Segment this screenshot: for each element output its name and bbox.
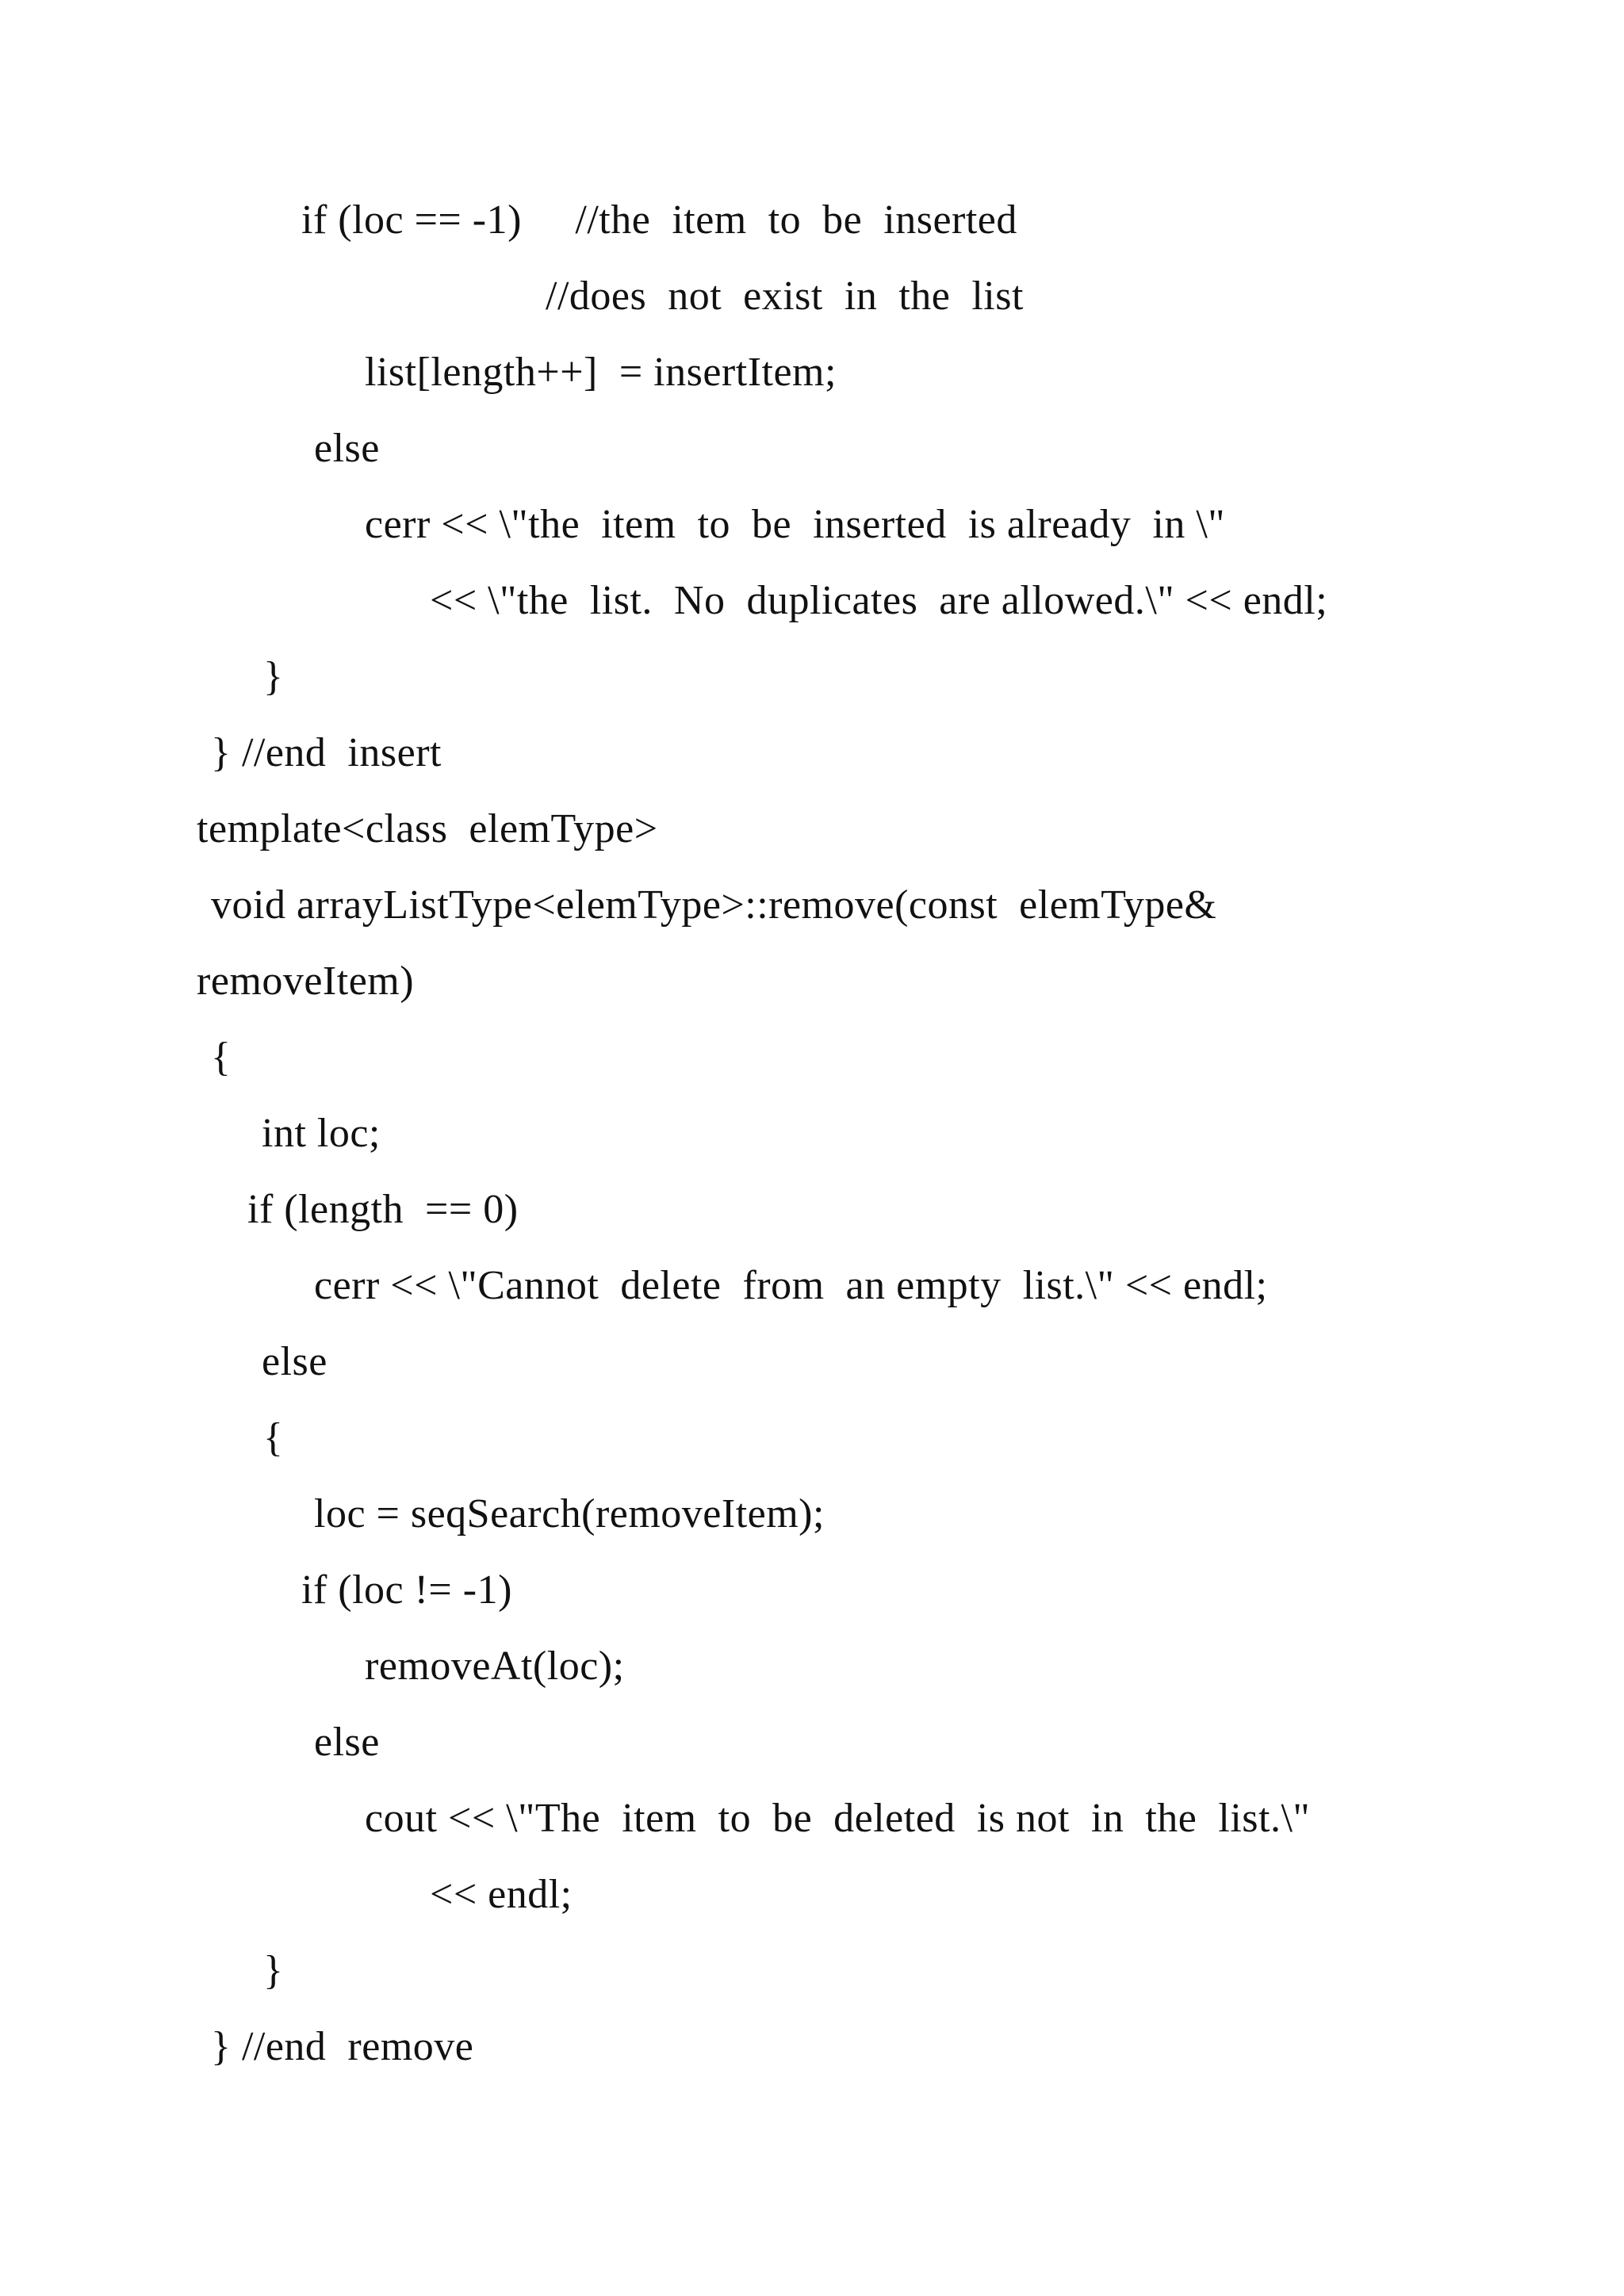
code-line: list[length++] = insertItem; <box>365 350 837 395</box>
code-line: } //end insert <box>211 730 442 775</box>
code-line: cerr << \"the item to be inserted is already in \" <box>365 502 1226 547</box>
code-line: if (loc == -1) //the item to be inserted <box>301 197 1017 243</box>
code-line: if (length == 0) <box>247 1187 519 1232</box>
code-line: removeAt(loc); <box>365 1644 625 1689</box>
code-line: template<class elemType> <box>197 806 658 851</box>
code-line: else <box>262 1339 327 1384</box>
code-line: cerr << \"Cannot delete from an empty list.\" << endl; <box>314 1263 1268 1308</box>
code-line: << \"the list. No duplicates are allowed.\" << endl; <box>430 578 1328 623</box>
code-line: else <box>314 1720 380 1765</box>
code-line: else <box>314 426 380 471</box>
code-line: { <box>263 1415 284 1460</box>
code-line: << endl; <box>430 1872 573 1917</box>
code-line: if (loc != -1) <box>301 1567 512 1613</box>
code-line: cout << \"The item to be deleted is not in the list.\" <box>365 1796 1311 1841</box>
code-line: } //end remove <box>211 2024 474 2069</box>
code-line: loc = seqSearch(removeItem); <box>314 1491 825 1536</box>
code-line: removeItem) <box>197 959 415 1004</box>
code-line: { <box>211 1035 232 1080</box>
code-line: } <box>263 1948 284 1993</box>
code-line: } <box>263 654 284 699</box>
code-line: //does not exist in the list <box>546 274 1024 319</box>
code-line: int loc; <box>262 1111 381 1156</box>
code-line: void arrayListType<elemType>::remove(const elemType& <box>211 882 1217 928</box>
